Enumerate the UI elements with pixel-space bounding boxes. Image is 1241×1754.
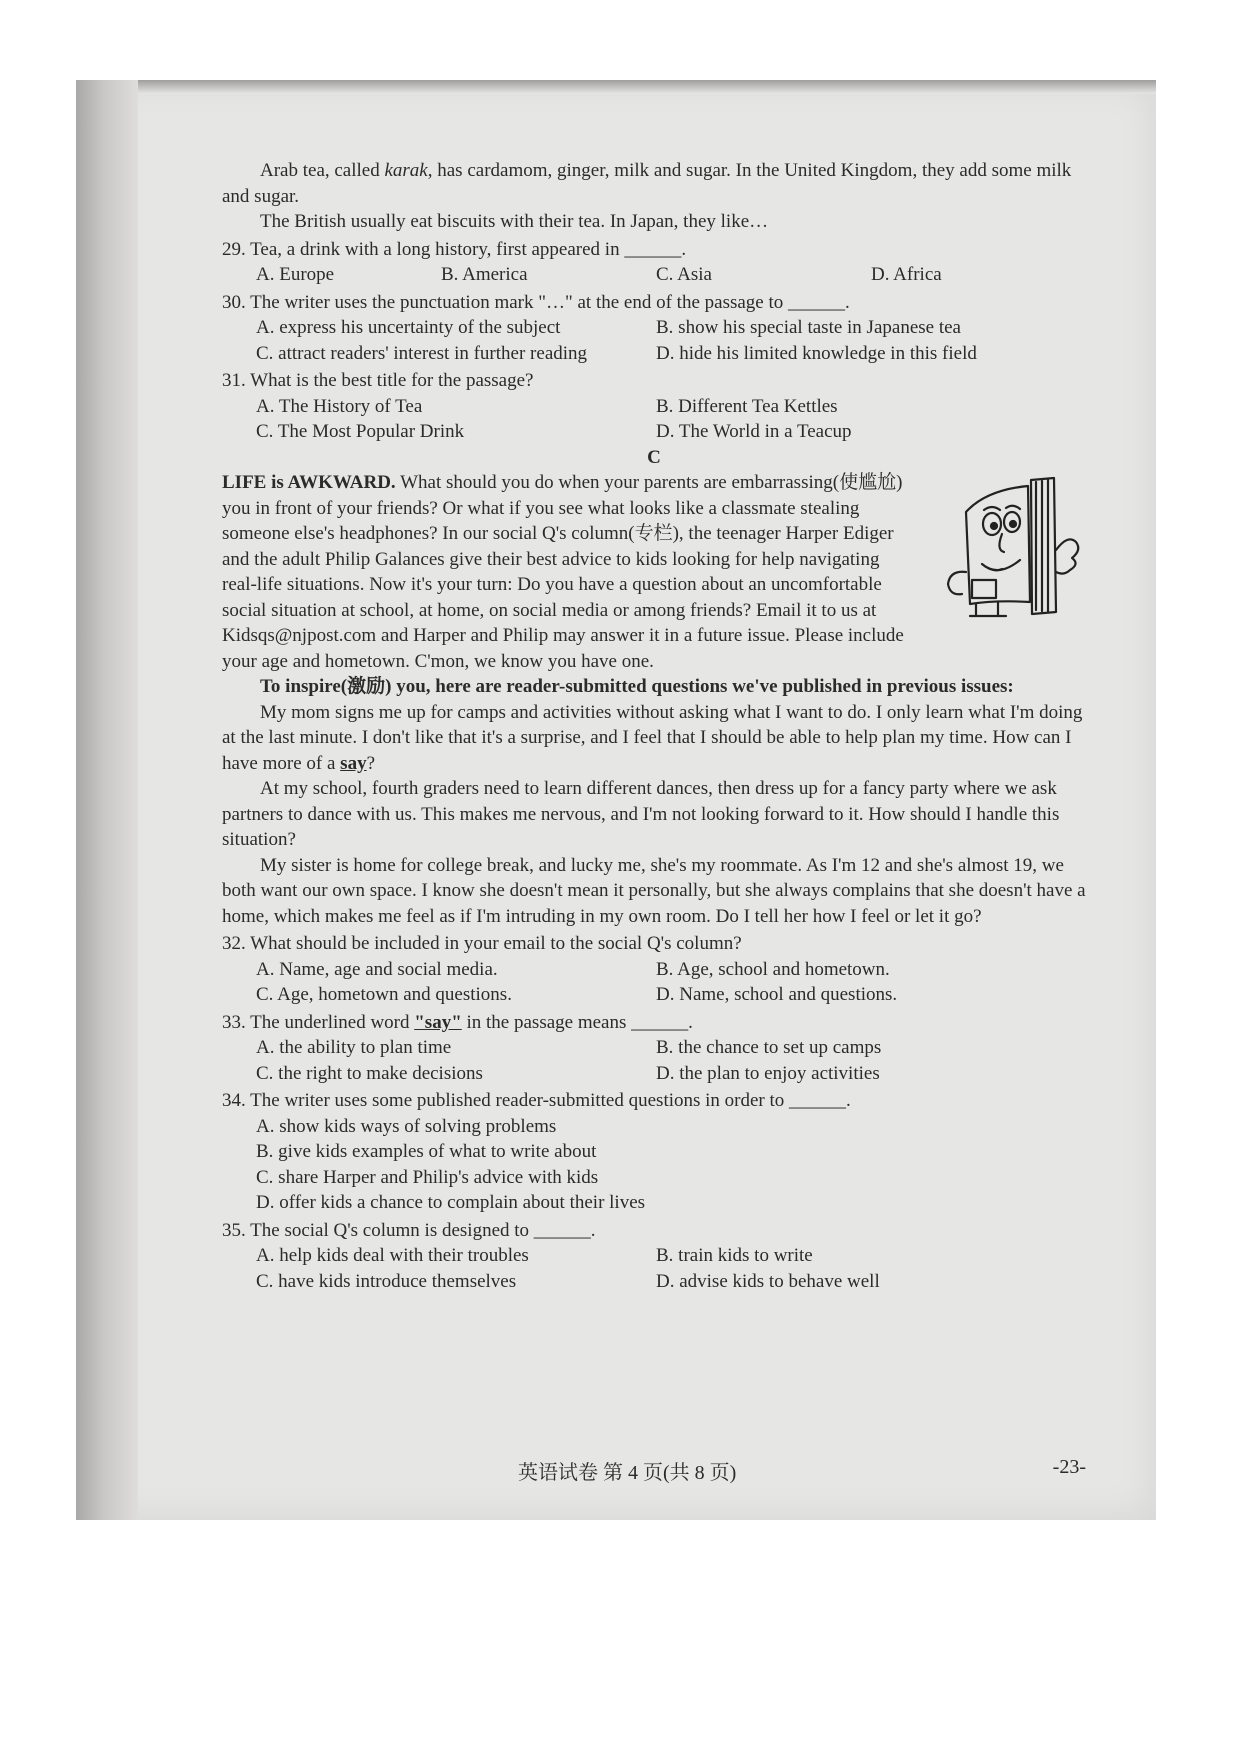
option: D. hide his limited knowledge in this field — [656, 342, 977, 364]
option: A. Europe — [256, 264, 335, 285]
option: D. Africa — [871, 264, 942, 285]
option: B. America — [441, 264, 528, 285]
inspire-heading: To inspire(激励) you, here are reader-submitted questions we've published in previous issues: — [260, 676, 1014, 697]
reader-question: At my school, fourth graders need to learn different dances, then dress up for a fancy party where we ask partners to dance with us. This makes me nervous, and I'm not looking forward to it. How should I handle this situation? — [222, 778, 1060, 850]
options-grid — [222, 394, 1086, 445]
section-c-lead: LIFE is AWKWARD. — [222, 472, 396, 493]
question-stem: 34. The writer uses some published reader-submitted questions in order to ______. — [222, 1090, 851, 1111]
options-grid — [222, 315, 1086, 366]
option: C. the right to make decisions — [256, 1062, 483, 1084]
options-grid — [222, 957, 1086, 1008]
footer-exam-page: 英语试卷 第 4 页(共 8 页) — [518, 1462, 737, 1484]
option: A. The History of Tea — [256, 395, 423, 417]
option: A. express his uncertainty of the subject — [256, 317, 561, 338]
option: C. Age, hometown and questions. — [256, 984, 512, 1005]
option: A. show kids ways of solving problems — [256, 1115, 557, 1137]
option: C. Asia — [656, 264, 712, 285]
passage-b-paragraph: Arab tea, called karak, has cardamom, ginger, milk and sugar. In the United Kingdom, they add some milk and sugar. — [222, 160, 1072, 207]
footer-page-number: -23- — [1052, 1456, 1086, 1478]
option: C. attract readers' interest in further reading — [256, 342, 588, 364]
passage-b-paragraph: The British usually eat biscuits with their tea. In Japan, they like… — [260, 211, 769, 232]
options-grid — [222, 1035, 1086, 1086]
option: D. offer kids a chance to complain about their lives — [256, 1192, 646, 1213]
question-stem: 32. What should be included in your email to the social Q's column? — [222, 933, 742, 954]
question-stem: 29. Tea, a drink with a long history, first appeared in ______. — [222, 238, 687, 260]
option: D. Name, school and questions. — [656, 984, 898, 1005]
option: C. The Most Popular Drink — [256, 421, 465, 442]
options-grid — [222, 1243, 1086, 1294]
newspaper-cartoon-illustration — [936, 472, 1086, 622]
option: D. The World in a Teacup — [656, 421, 852, 442]
option: B. show his special taste in Japanese tea — [656, 317, 961, 338]
book-spine-shadow — [76, 80, 138, 1520]
paper-top-edge — [76, 80, 1156, 94]
option: B. give kids examples of what to write about — [256, 1141, 597, 1162]
section-label: C — [647, 446, 661, 468]
option: A. the ability to plan time — [256, 1037, 452, 1058]
option: C. have kids introduce themselves — [256, 1270, 517, 1292]
option: D. the plan to enjoy activities — [656, 1062, 880, 1084]
page-footer — [222, 1456, 1086, 1485]
section-c-intro-text: What should you do when your parents are embarrassing(使尴尬) you in front of your friends? Or what if you see what looks like a classmate stealing someone else's headphones? In our social Q's column(专栏), the teenager Harper Ediger and the adult Philip Galances give their best advice to kids looking for help navigating real-life situations. Now it's your turn: Do you have a question about an uncomfortable social situation at school, at home, on social media or among friends? Email it to us at Kidsqs@njpost.com and Harper and Philip may answer it in a future issue. Please include your age and hometown. C'mon, we know you have one. — [222, 472, 904, 672]
reader-question: My sister is home for college break, and lucky me, she's my roommate. As I'm 12 and she's almost 19, we both want our own space. I know she doesn't mean it personally, but she always complains that she doesn't have a home, which makes me feel as if I'm intruding in my own room. Do I tell her how I feel or let it go? — [222, 854, 1086, 927]
option: A. Name, age and social media. — [256, 958, 498, 980]
option: B. the chance to set up camps — [656, 1037, 882, 1058]
page-content — [222, 158, 1086, 1294]
reader-question: My mom signs me up for camps and activities without asking what I want to do. I only learn what I'm doing at the last minute. I don't like that it's a surprise, and I feel that I should be able to help plan my time. How can I have more of a say? — [222, 701, 1083, 774]
underlined-word-say: say — [340, 752, 367, 774]
question-stem: 30. The writer uses the punctuation mark "…" at the end of the passage to ______. — [222, 291, 850, 313]
option: B. train kids to write — [656, 1245, 813, 1266]
option: C. share Harper and Philip's advice with kids — [256, 1166, 599, 1188]
question-stem: 35. The social Q's column is designed to ______. — [222, 1219, 596, 1241]
question-stem: 31. What is the best title for the passage? — [222, 370, 534, 391]
section-c-intro — [222, 470, 1086, 674]
option: D. advise kids to behave well — [656, 1270, 880, 1292]
options-row — [222, 262, 1086, 288]
question-stem: 33. The underlined word "say" in the passage means ______. — [222, 1011, 693, 1033]
option: B. Different Tea Kettles — [656, 395, 838, 417]
option: B. Age, school and hometown. — [656, 958, 890, 980]
option: A. help kids deal with their troubles — [256, 1245, 529, 1266]
